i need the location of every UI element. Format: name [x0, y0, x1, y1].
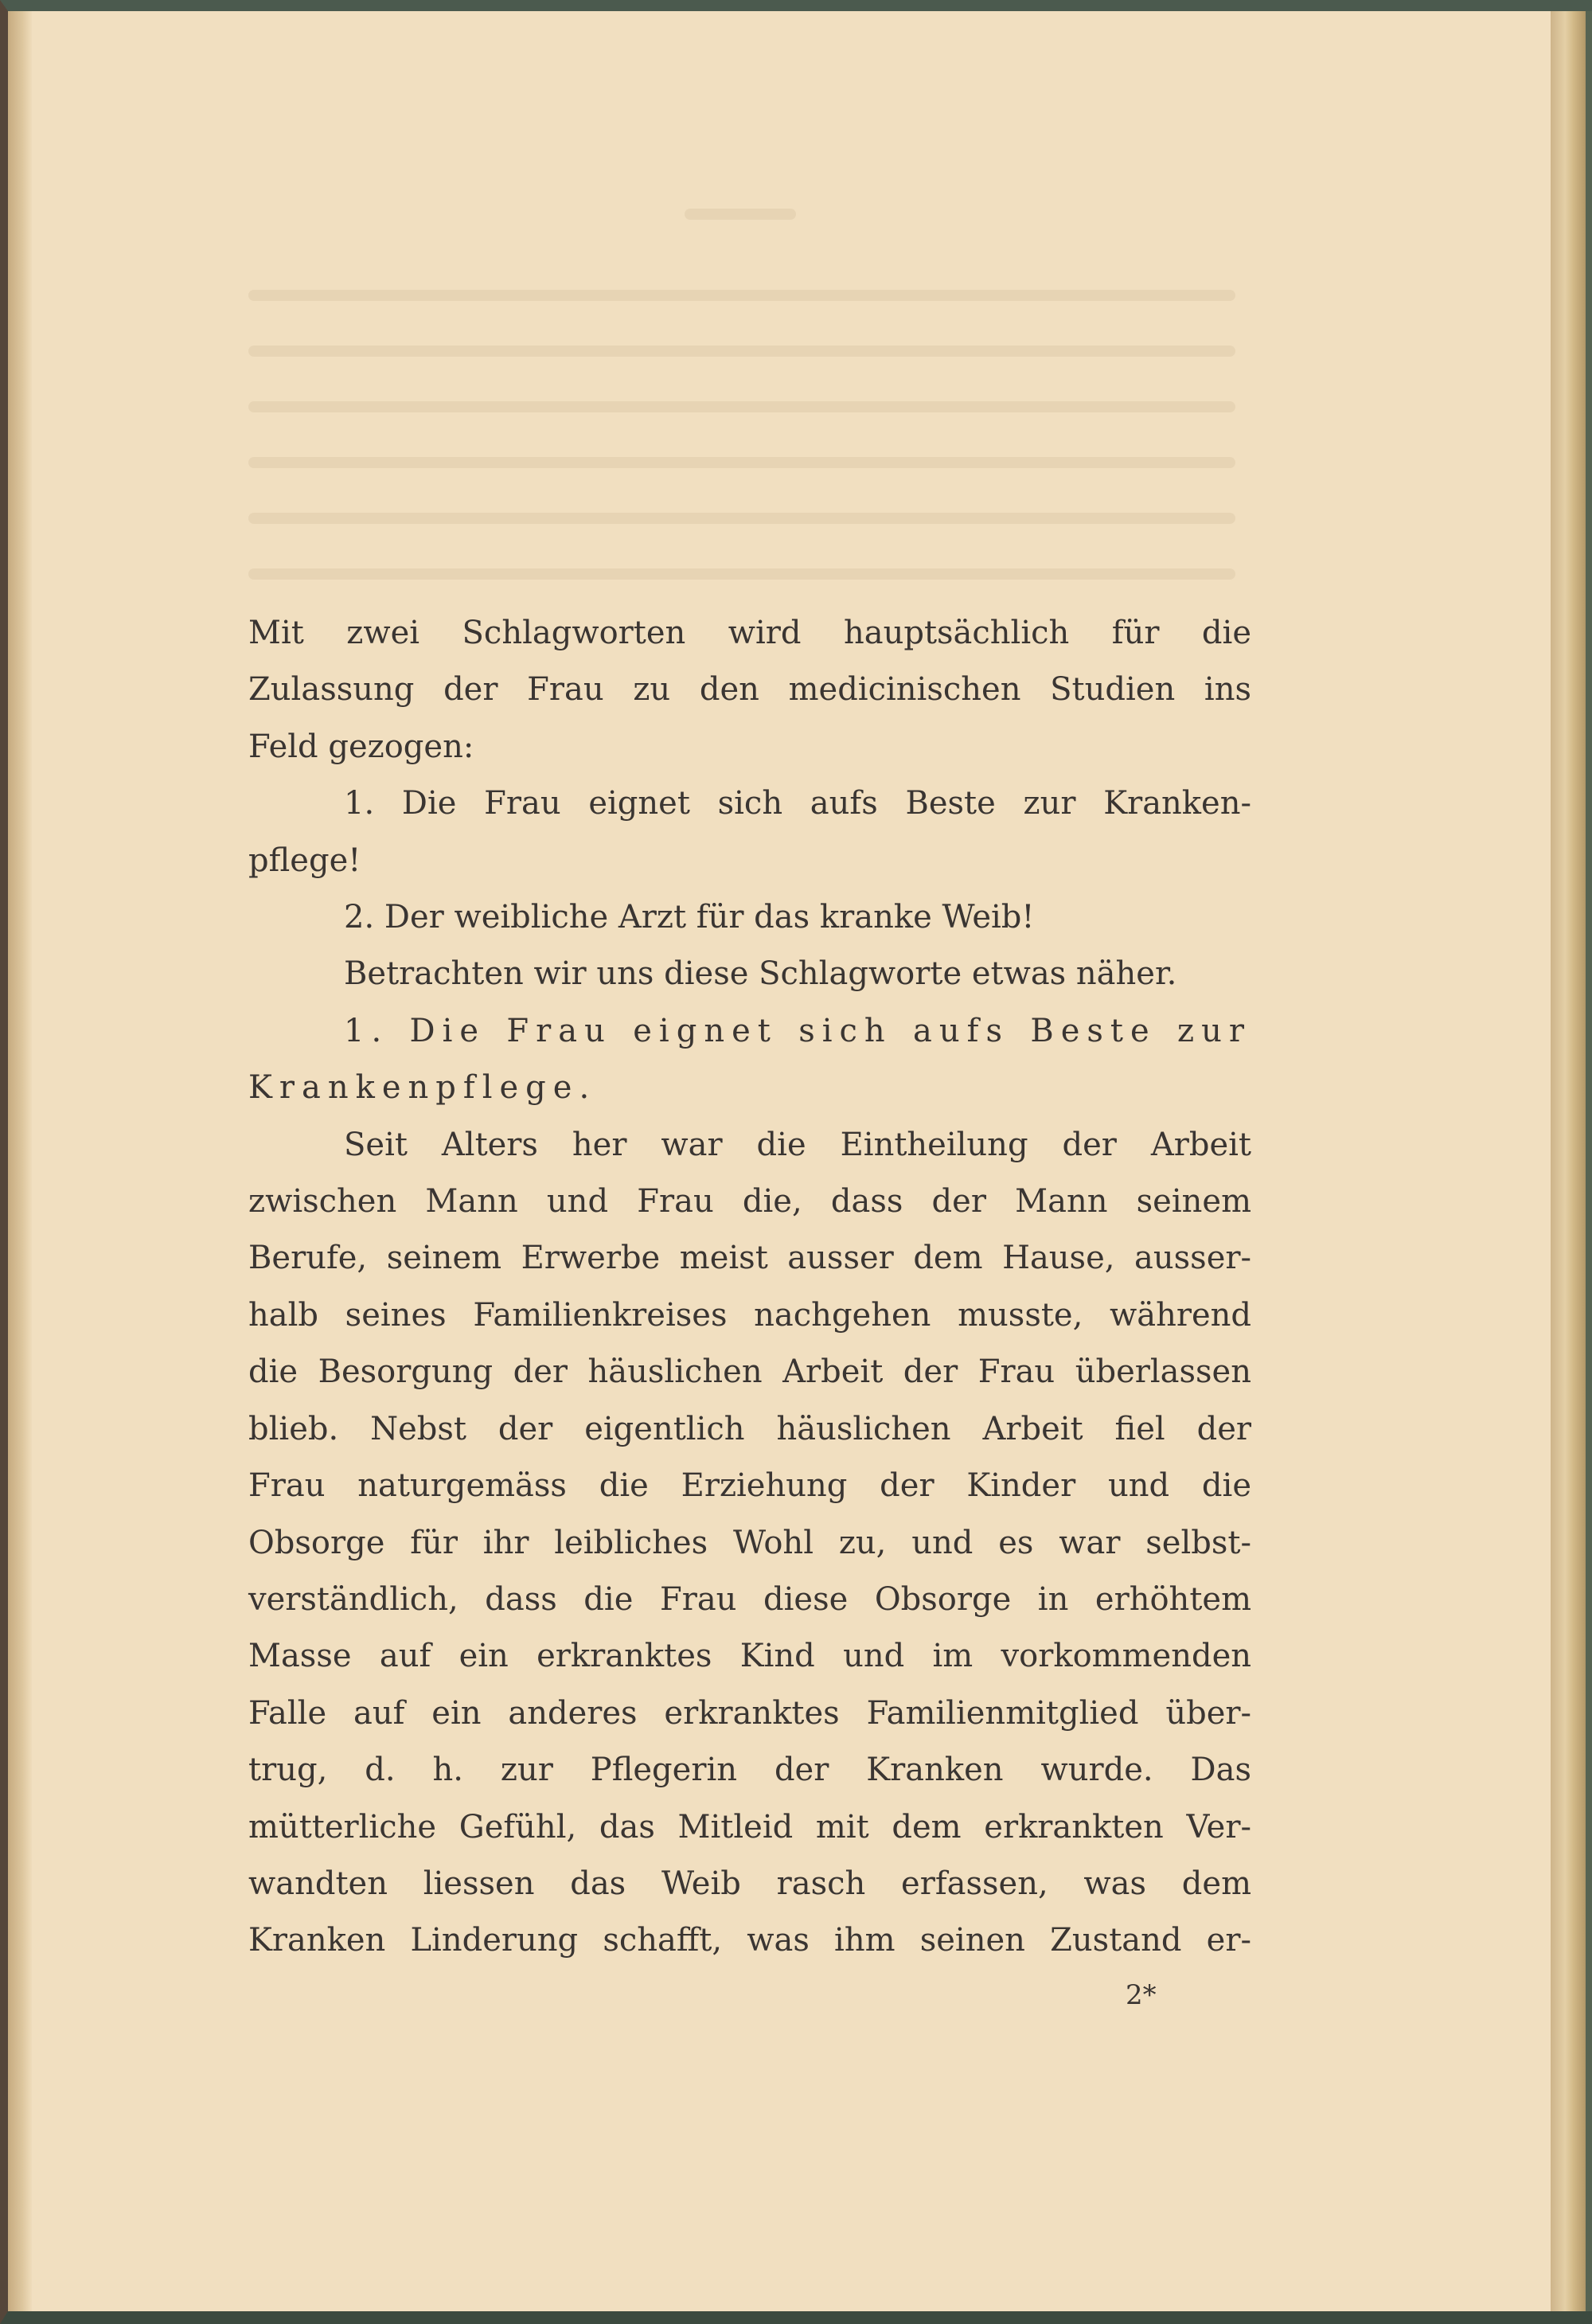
text-line: Falle auf ein anderes erkranktes Familienmitglied über- [248, 1694, 1251, 1732]
text-line: Mit zwei Schlagworten wird hauptsächlich für die [248, 615, 1251, 651]
text-line: 2. Der weibliche Arzt für das kranke Weib! [344, 899, 1035, 936]
paragraph-6-line-13 [248, 1799, 1251, 1856]
text-line: die Besorgung der häuslichen Arbeit der Frau überlassen [248, 1353, 1251, 1391]
paragraph-5-line-2 [248, 1060, 1251, 1116]
paper-page [32, 11, 1551, 2311]
paragraph-6-line-12 [248, 1742, 1251, 1799]
paragraph-6-line-3 [248, 1230, 1251, 1287]
gutter-shadow [8, 11, 32, 2311]
paragraph-6-line-1 [248, 1117, 1251, 1174]
paragraph-4 [248, 946, 1251, 1002]
paragraph-2-line-1 [248, 775, 1251, 832]
text-line: wandten liessen das Weib rasch erfassen, was dem [248, 1865, 1251, 1902]
paragraph-2-line-2 [248, 833, 1251, 889]
paragraph-6-line-11 [248, 1685, 1251, 1742]
text-line: halb seines Familienkreises nachgehen musste, während [248, 1296, 1251, 1334]
text-line: trug, d. h. zur Pflegerin der Kranken wurde. Das [248, 1752, 1251, 1789]
paragraph-6-line-8 [248, 1515, 1251, 1572]
text-line: Obsorge für ihr leibliches Wohl zu, und es war selbst- [248, 1524, 1251, 1561]
paragraph-1-line-1 [248, 605, 1251, 662]
paragraph-6-line-7 [248, 1458, 1251, 1514]
paragraph-6-line-4 [248, 1287, 1251, 1344]
text-line: Betrachten wir uns diese Schlagworte etwas näher. [344, 955, 1177, 993]
text-line: mütterliche Gefühl, das Mitleid mit dem erkrankten Ver- [248, 1808, 1251, 1846]
signature-mark: 2* [1126, 1979, 1157, 2011]
text-line: Frau naturgemäss die Erziehung der Kinder und die [248, 1467, 1251, 1505]
page-body-text [248, 605, 1251, 1970]
paragraph-6-line-9 [248, 1572, 1251, 1628]
text-line: Berufe, seinem Erwerbe meist ausser dem Hause, ausser- [248, 1240, 1251, 1277]
text-line: Masse auf ein erkranktes Kind und im vorkommenden [248, 1638, 1251, 1675]
paragraph-6-line-5 [248, 1344, 1251, 1400]
paragraph-3 [248, 889, 1251, 946]
text-line: 1. Die Frau eignet sich aufs Beste zur Kranken- [344, 785, 1251, 822]
paragraph-1-line-3 [248, 719, 1251, 775]
paragraph-6-line-6 [248, 1401, 1251, 1458]
text-line: Zulassung der Frau zu den medicinischen Studien ins [248, 671, 1251, 709]
section-heading: 1. Die Frau eignet sich aufs Beste zur [344, 1012, 1251, 1049]
paragraph-6-line-14 [248, 1856, 1251, 1912]
text-line: Kranken Linderung schafft, was ihm seinen Zustand er- [248, 1922, 1251, 1959]
paragraph-6-line-10 [248, 1628, 1251, 1685]
text-line: zwischen Mann und Frau die, dass der Mann seinem [248, 1183, 1251, 1221]
paragraph-6-line-15 [248, 1912, 1251, 1969]
text-line: blieb. Nebst der eigentlich häuslichen Arbeit fiel der [248, 1410, 1251, 1447]
paragraph-5-line-1 [248, 1003, 1251, 1060]
paragraph-1-line-2 [248, 662, 1251, 718]
text-line: verständlich, dass die Frau diese Obsorge in erhöhtem [248, 1580, 1251, 1618]
cover-edge [1586, 11, 1592, 2311]
section-heading: Krankenpflege. [248, 1069, 597, 1107]
text-line: Seit Alters her war die Eintheilung der Arbeit [344, 1126, 1251, 1163]
text-line: pflege! [248, 842, 361, 879]
text-line: Feld gezogen: [248, 728, 474, 765]
paragraph-6-line-2 [248, 1174, 1251, 1230]
